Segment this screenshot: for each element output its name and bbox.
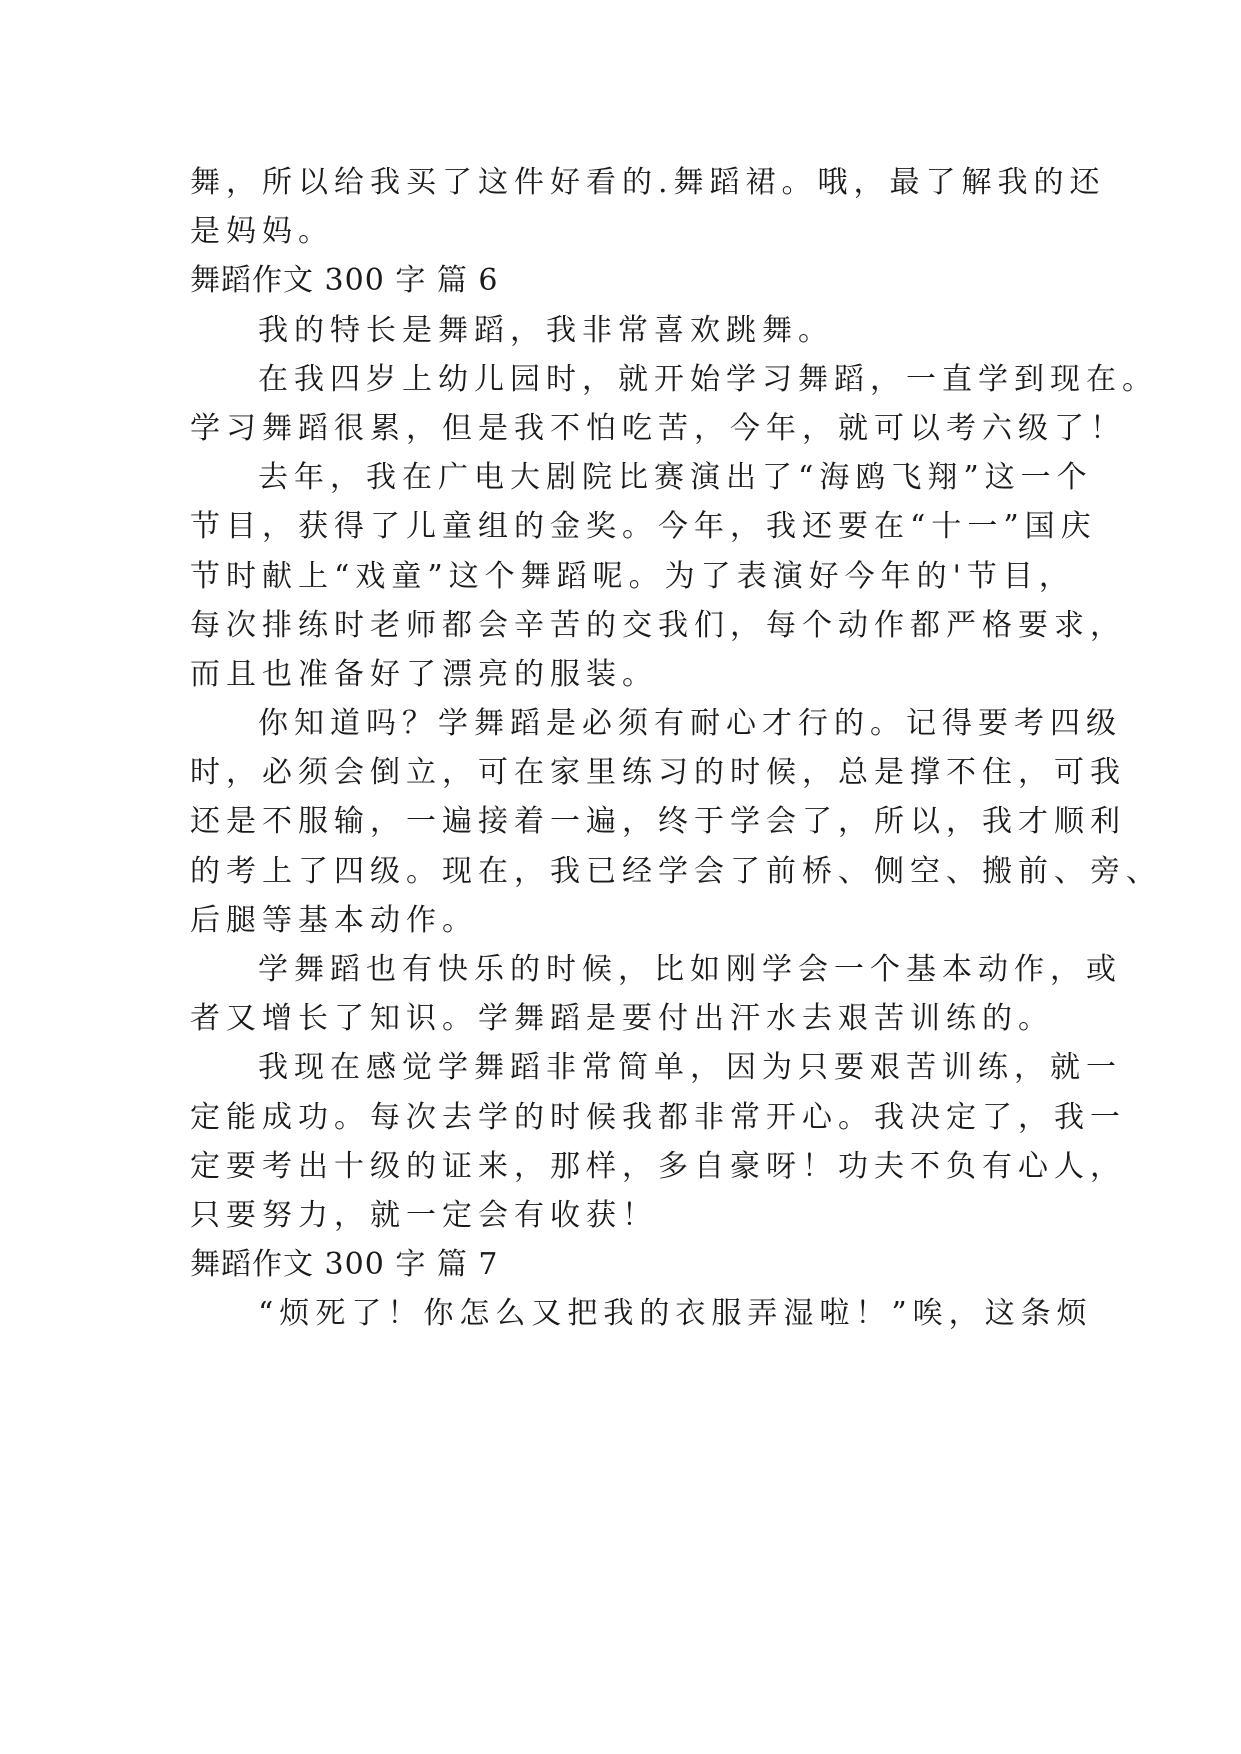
paragraph-start-line: “烦死了！你怎么又把我的衣服弄湿啦！”唉，这条烦 [258,1296,1093,1332]
text-line: 定能成功。每次去学的时候我都非常开心。我决定了，我一 [190,1099,1126,1135]
text-line: 者又增长了知识。学舞蹈是要付出汗水去艰苦训练的。 [190,1001,1054,1037]
text-line: 只要努力，就一定会有收获！ [190,1197,658,1233]
paragraph-start-line: 你知道吗？学舞蹈是必须有耐心才行的。记得要考四级 [258,706,1122,742]
text-line: 节目，获得了儿童组的金奖。今年，我还要在“十一”国庆 [190,509,1097,545]
paragraph-start-line: 我的特长是舞蹈，我非常喜欢跳舞。 [258,312,834,348]
text-line: 定要考出十级的证来，那样，多自豪呀！功夫不负有心人， [190,1148,1126,1184]
text-line: 的考上了四级。现在，我已经学会了前桥、侧空、搬前、旁、 [190,853,1162,889]
text-line: 而且也准备好了漂亮的服装。 [190,656,658,692]
paragraph-start-line: 在我四岁上幼儿园时，就开始学习舞蹈，一直学到现在。 [258,361,1158,397]
document-page [190,158,1162,1339]
paragraph-start-line: 学舞蹈也有快乐的时候，比如刚学会一个基本动作，或 [258,952,1122,987]
text-line: 后腿等基本动作。 [190,902,478,938]
section-heading: 舞蹈作文 300 字 篇 7 [190,1247,499,1283]
section-heading: 舞蹈作文 300 字 篇 6 [190,263,499,299]
text-line: 是妈妈。 [190,214,334,250]
text-line: 还是不服输，一遍接着一遍，终于学会了，所以，我才顺利 [190,804,1126,840]
text-line: 时，必须会倒立，可在家里练习的时候，总是撑不住，可我 [190,755,1126,791]
text-line: 节时献上“戏童”这个舞蹈呢。为了表演好今年的'节目， [190,558,1075,594]
text-line: 每次排练时老师都会辛苦的交我们，每个动作都严格要求， [190,607,1126,643]
paragraph-start-line: 我现在感觉学舞蹈非常简单，因为只要艰苦训练，就一 [258,1050,1122,1086]
paragraph-start-line: 去年，我在广电大剧院比赛演出了“海鸥飞翔”这一个 [258,460,1093,496]
text-line: 舞，所以给我买了这件好看的.舞蹈裙。哦，最了解我的还 [190,165,1106,200]
text-line: 学习舞蹈很累，但是我不怕吃苦，今年，就可以考六级了！ [190,410,1126,446]
